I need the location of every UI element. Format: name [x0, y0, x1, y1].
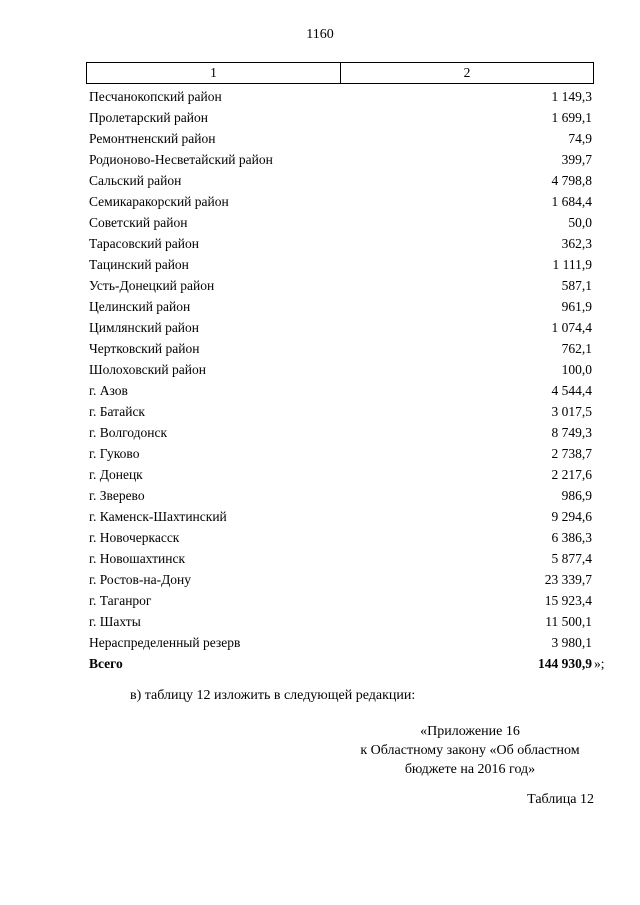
row-value: 986,9: [561, 488, 592, 503]
instruction-text: в) таблицу 12 изложить в следующей редакции:: [130, 688, 416, 703]
table-header: [86, 62, 594, 84]
table-row: [86, 611, 592, 632]
row-name: Ремонтненский район: [89, 131, 216, 146]
row-name: г. Зверево: [89, 488, 145, 503]
row-name: Усть-Донецкий район: [89, 278, 215, 293]
table-row: [86, 317, 592, 338]
table-row: [86, 443, 592, 464]
table-row: [86, 401, 592, 422]
row-value: 4 544,4: [551, 383, 592, 398]
row-name: Советский район: [89, 215, 188, 230]
table-row: [86, 569, 592, 590]
row-value: 74,9: [568, 131, 592, 146]
table-row: [86, 128, 592, 149]
table-row: [86, 107, 592, 128]
row-value: 1 149,3: [551, 89, 592, 104]
table-row: [86, 170, 592, 191]
table-label: Таблица 12: [527, 792, 594, 807]
row-value: 762,1: [561, 341, 592, 356]
row-value: 1 111,9: [552, 257, 592, 272]
row-value: 961,9: [561, 299, 592, 314]
row-name: Шолоховский район: [89, 362, 206, 377]
table-row: [86, 359, 592, 380]
table-row: [86, 275, 592, 296]
row-name: Чертковский район: [89, 341, 200, 356]
table-row: [86, 485, 592, 506]
table-row: [86, 422, 592, 443]
row-value: 9 294,6: [551, 509, 592, 524]
row-value: 362,3: [561, 236, 592, 251]
row-value: 2 738,7: [551, 446, 592, 461]
row-name: Родионово-Несветайский район: [89, 152, 273, 167]
table-row: [86, 191, 592, 212]
total-closing-quote: »;: [594, 656, 605, 671]
row-name: Семикаракорский район: [89, 194, 229, 209]
row-name: г. Новочеркасск: [89, 530, 180, 545]
total-value: 144 930,9: [538, 656, 592, 671]
table-row: [86, 338, 592, 359]
table-row: [86, 254, 592, 275]
row-value: 6 386,3: [551, 530, 592, 545]
row-value: 5 877,4: [551, 551, 592, 566]
row-value: 1 684,4: [551, 194, 592, 209]
row-name: Сальский район: [89, 173, 182, 188]
row-value: 11 500,1: [545, 614, 592, 629]
row-value: 23 339,7: [544, 572, 592, 587]
appendix-line-2: к Областному закону «Об областном: [360, 743, 580, 758]
row-name: г. Батайск: [89, 404, 145, 419]
row-value: 3 980,1: [551, 635, 592, 650]
table-row: [86, 86, 592, 107]
total-label: Всего: [89, 656, 123, 671]
total-row: [86, 653, 605, 674]
row-name: Тарасовский район: [89, 236, 199, 251]
row-value: 50,0: [568, 215, 592, 230]
row-name: г. Азов: [89, 383, 128, 398]
row-name: г. Шахты: [89, 614, 141, 629]
row-name: г. Таганрог: [89, 593, 152, 608]
table-row: [86, 464, 592, 485]
row-value: 3 017,5: [551, 404, 592, 419]
row-name: г. Волгодонск: [89, 425, 168, 440]
table-row: [86, 506, 592, 527]
header-col-2: 2: [463, 65, 471, 80]
row-name: г. Гуково: [89, 446, 140, 461]
table-row: [86, 296, 592, 317]
table-row: [86, 233, 592, 254]
table-row: [86, 212, 592, 233]
table-body: [86, 86, 592, 653]
appendix-heading: [330, 722, 610, 779]
row-name: г. Новошахтинск: [89, 551, 185, 566]
row-name: г. Донецк: [89, 467, 143, 482]
appendix-line-3: бюджете на 2016 год»: [404, 762, 536, 777]
table-row: [86, 149, 592, 170]
row-value: 100,0: [561, 362, 592, 377]
row-value: 2 217,6: [551, 467, 592, 482]
row-value: 399,7: [561, 152, 592, 167]
row-name: Цимлянский район: [89, 320, 200, 335]
row-value: 4 798,8: [551, 173, 592, 188]
row-name: Целинский район: [89, 299, 191, 314]
table-row: [86, 548, 592, 569]
table-row: [86, 380, 592, 401]
row-name: Песчанокопский район: [89, 89, 222, 104]
row-value: 1 074,4: [551, 320, 592, 335]
row-value: 1 699,1: [551, 110, 592, 125]
row-name: г. Каменск-Шахтинский: [89, 509, 227, 524]
table-row: [86, 632, 592, 653]
row-value: 8 749,3: [551, 425, 592, 440]
row-name: Тацинский район: [89, 257, 189, 272]
table-row: [86, 590, 592, 611]
header-col-1: 1: [87, 63, 341, 83]
appendix-line-1: «Приложение 16: [420, 724, 520, 739]
table-row: [86, 527, 592, 548]
row-value: 15 923,4: [544, 593, 592, 608]
page-number: 1160: [306, 27, 334, 42]
row-value: 587,1: [561, 278, 592, 293]
row-name: Пролетарский район: [89, 110, 208, 125]
row-name: г. Ростов-на-Дону: [89, 572, 192, 587]
row-name: Нераспределенный резерв: [89, 635, 241, 650]
